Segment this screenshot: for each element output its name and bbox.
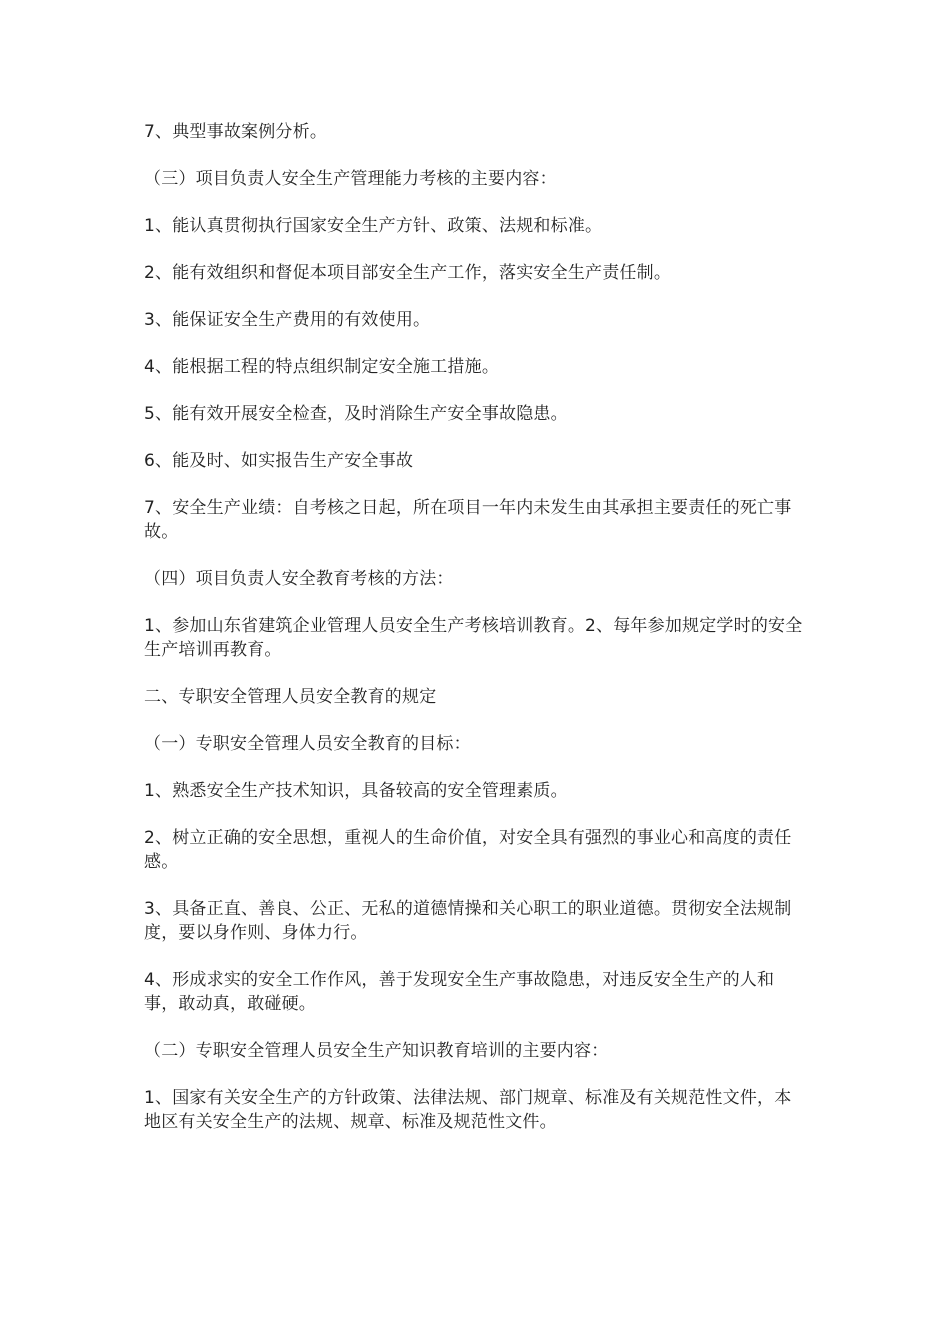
- paragraph: 3、能保证安全生产费用的有效使用。: [144, 310, 431, 330]
- paragraph: 1、能认真贯彻执行国家安全生产方针、政策、法规和标准。: [144, 216, 603, 236]
- section-heading: （二）专职安全管理人员安全生产知识教育培训的主要内容：: [144, 1041, 609, 1061]
- paragraph: 6、能及时、如实报告生产安全事故: [144, 451, 414, 471]
- section-heading: （四）项目负责人安全教育考核的方法：: [144, 569, 454, 589]
- section-heading: （一）专职安全管理人员安全教育的目标：: [144, 734, 471, 754]
- paragraph: 1、参加山东省建筑企业管理人员安全生产考核培训教育。2、每年参加规定学时的安全生产培训再教育。: [144, 616, 803, 660]
- section-heading: （三）项目负责人安全生产管理能力考核的主要内容：: [144, 169, 557, 189]
- paragraph: 4、能根据工程的特点组织制定安全施工措施。: [144, 357, 500, 377]
- chapter-heading: 二、专职安全管理人员安全教育的规定: [144, 687, 437, 707]
- paragraph: 3、具备正直、善良、公正、无私的道德情操和关心职工的职业道德。贯彻安全法规制度，要以身作则、身体力行。: [144, 899, 792, 943]
- paragraph: 1、熟悉安全生产技术知识，具备较高的安全管理素质。: [144, 781, 568, 801]
- paragraph: 5、能有效开展安全检查，及时消除生产安全事故隐患。: [144, 404, 568, 424]
- paragraph: 2、树立正确的安全思想，重视人的生命价值，对安全具有强烈的事业心和高度的责任感。: [144, 828, 792, 872]
- paragraph: 2、能有效组织和督促本项目部安全生产工作，落实安全生产责任制。: [144, 263, 672, 283]
- paragraph: 1、国家有关安全生产的方针政策、法律法规、部门规章、标准及有关规范性文件，本地区有关安全生产的法规、规章、标准及规范性文件。: [144, 1088, 792, 1132]
- document-body: [144, 120, 806, 1157]
- paragraph: 7、安全生产业绩：自考核之日起，所在项目一年内未发生由其承担主要责任的死亡事故。: [144, 498, 792, 542]
- paragraph: 7、典型事故案例分析。: [144, 122, 328, 142]
- paragraph: 4、形成求实的安全工作作风，善于发现安全生产事故隐患，对违反安全生产的人和事，敢动真，敢碰硬。: [144, 970, 775, 1014]
